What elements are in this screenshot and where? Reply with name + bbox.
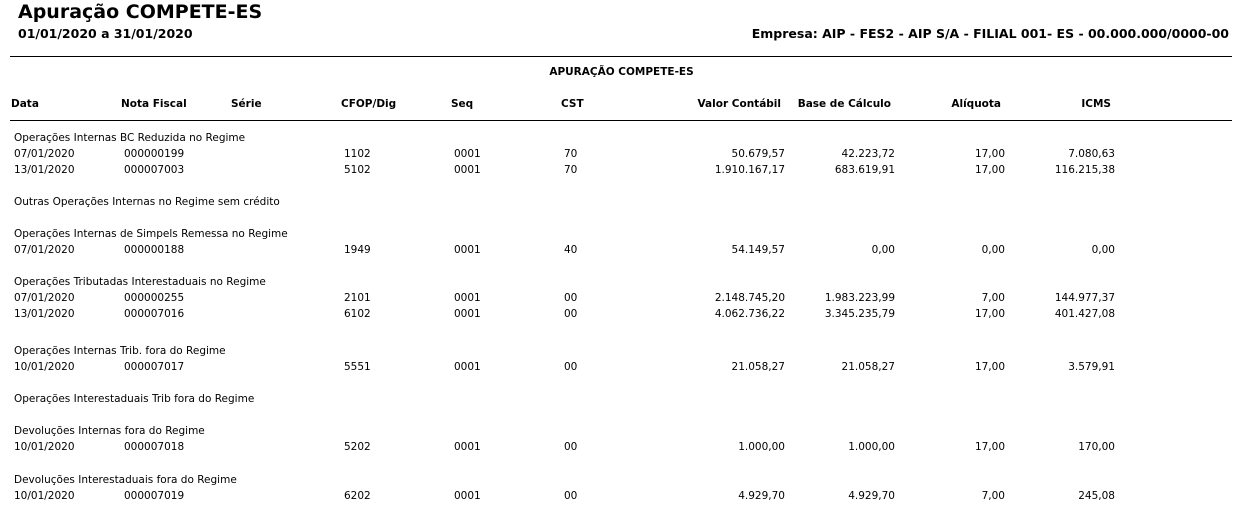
row-nota-fiscal: 000007018 xyxy=(124,441,185,453)
column-header-base-calculo: Base de Cálculo xyxy=(797,98,891,110)
row-aliquota: 7,00 xyxy=(981,490,1005,502)
column-header-cfop: CFOP/Dig xyxy=(341,98,397,110)
row-base-calculo: 1.983.223,99 xyxy=(824,292,895,304)
row-cst: 00 xyxy=(564,308,578,320)
column-header-cst: CST xyxy=(561,98,584,110)
row-valor-contabil: 1.910.167,17 xyxy=(714,164,785,176)
group-title: Operações Internas BC Reduzida no Regime xyxy=(14,132,246,144)
row-valor-contabil: 2.148.745,20 xyxy=(714,292,785,304)
row-valor-contabil: 1.000,00 xyxy=(738,441,785,453)
row-cst: 00 xyxy=(564,361,578,373)
row-icms: 116.215,38 xyxy=(1054,164,1115,176)
row-date: 13/01/2020 xyxy=(14,308,75,320)
row-aliquota: 17,00 xyxy=(974,441,1005,453)
row-aliquota: 17,00 xyxy=(974,148,1005,160)
row-cst: 70 xyxy=(564,148,578,160)
row-seq: 0001 xyxy=(454,308,481,320)
row-cfop: 5202 xyxy=(344,441,371,453)
row-icms: 401.427,08 xyxy=(1054,308,1115,320)
row-nota-fiscal: 000007019 xyxy=(124,490,185,502)
row-nota-fiscal: 000007003 xyxy=(124,164,185,176)
row-cfop: 2101 xyxy=(344,292,371,304)
row-cfop: 5551 xyxy=(344,361,371,373)
row-cfop: 5102 xyxy=(344,164,371,176)
row-base-calculo: 3.345.235,79 xyxy=(824,308,895,320)
column-header-serie: Série xyxy=(231,98,262,110)
column-header-nota-fiscal: Nota Fiscal xyxy=(121,98,187,110)
row-aliquota: 17,00 xyxy=(974,361,1005,373)
row-nota-fiscal: 000000255 xyxy=(124,292,185,304)
row-cst: 00 xyxy=(564,292,578,304)
row-icms: 3.579,91 xyxy=(1068,361,1115,373)
report-period: 01/01/2020 a 31/01/2020 xyxy=(18,26,193,41)
row-base-calculo: 0,00 xyxy=(871,244,895,256)
row-base-calculo: 42.223,72 xyxy=(841,148,895,160)
column-header-valor-contabil: Valor Contábil xyxy=(697,98,781,110)
row-valor-contabil: 21.058,27 xyxy=(731,361,785,373)
row-aliquota: 7,00 xyxy=(981,292,1005,304)
row-seq: 0001 xyxy=(454,361,481,373)
header-divider xyxy=(10,120,1232,121)
row-icms: 170,00 xyxy=(1078,441,1115,453)
row-cst: 70 xyxy=(564,164,578,176)
row-icms: 0,00 xyxy=(1091,244,1115,256)
row-cfop: 6102 xyxy=(344,308,371,320)
row-cfop: 6202 xyxy=(344,490,371,502)
row-nota-fiscal: 000007016 xyxy=(124,308,185,320)
row-date: 07/01/2020 xyxy=(14,244,75,256)
top-divider xyxy=(10,56,1232,57)
row-seq: 0001 xyxy=(454,164,481,176)
row-base-calculo: 683.619,91 xyxy=(834,164,895,176)
row-cst: 40 xyxy=(564,244,578,256)
row-nota-fiscal: 000000199 xyxy=(124,148,185,160)
row-valor-contabil: 50.679,57 xyxy=(731,148,785,160)
row-nota-fiscal: 000007017 xyxy=(124,361,185,373)
row-aliquota: 0,00 xyxy=(981,244,1005,256)
row-icms: 144.977,37 xyxy=(1054,292,1115,304)
row-date: 10/01/2020 xyxy=(14,441,75,453)
row-cfop: 1102 xyxy=(344,148,371,160)
group-title: Devoluções Interestaduais fora do Regime xyxy=(14,474,237,486)
row-seq: 0001 xyxy=(454,441,481,453)
row-date: 10/01/2020 xyxy=(14,490,75,502)
row-base-calculo: 1.000,00 xyxy=(848,441,895,453)
row-icms: 7.080,63 xyxy=(1068,148,1115,160)
row-cst: 00 xyxy=(564,441,578,453)
company-info: Empresa: AIP - FES2 - AIP S/A - FILIAL 001- ES - 00.000.000/0000-00 xyxy=(751,26,1229,41)
group-title: Operações Internas de Simpels Remessa no Regime xyxy=(14,228,288,240)
row-seq: 0001 xyxy=(454,292,481,304)
row-icms: 245,08 xyxy=(1078,490,1115,502)
column-header-seq: Seq xyxy=(451,98,474,110)
section-title: APURAÇÃO COMPETE-ES xyxy=(549,66,694,78)
row-date: 13/01/2020 xyxy=(14,164,75,176)
row-date: 07/01/2020 xyxy=(14,148,75,160)
group-title: Operações Internas Trib. fora do Regime xyxy=(14,345,226,357)
row-valor-contabil: 54.149,57 xyxy=(731,244,785,256)
group-title: Devoluções Internas fora do Regime xyxy=(14,425,205,437)
row-date: 10/01/2020 xyxy=(14,361,75,373)
row-seq: 0001 xyxy=(454,244,481,256)
column-header-icms: ICMS xyxy=(1081,98,1111,110)
row-cst: 00 xyxy=(564,490,578,502)
report-title: Apuração COMPETE-ES xyxy=(18,1,263,23)
row-nota-fiscal: 000000188 xyxy=(124,244,185,256)
row-seq: 0001 xyxy=(454,490,481,502)
column-header-aliquota: Alíquota xyxy=(951,98,1001,110)
row-valor-contabil: 4.062.736,22 xyxy=(714,308,785,320)
row-cfop: 1949 xyxy=(344,244,371,256)
row-base-calculo: 21.058,27 xyxy=(841,361,895,373)
group-title: Operações Interestaduais Trib fora do Regime xyxy=(14,393,255,405)
row-seq: 0001 xyxy=(454,148,481,160)
row-date: 07/01/2020 xyxy=(14,292,75,304)
column-header-data: Data xyxy=(11,98,39,110)
row-valor-contabil: 4.929,70 xyxy=(738,490,785,502)
group-title: Operações Tributadas Interestaduais no Regime xyxy=(14,276,266,288)
group-title: Outras Operações Internas no Regime sem crédito xyxy=(14,196,280,208)
row-aliquota: 17,00 xyxy=(974,308,1005,320)
row-aliquota: 17,00 xyxy=(974,164,1005,176)
row-base-calculo: 4.929,70 xyxy=(848,490,895,502)
